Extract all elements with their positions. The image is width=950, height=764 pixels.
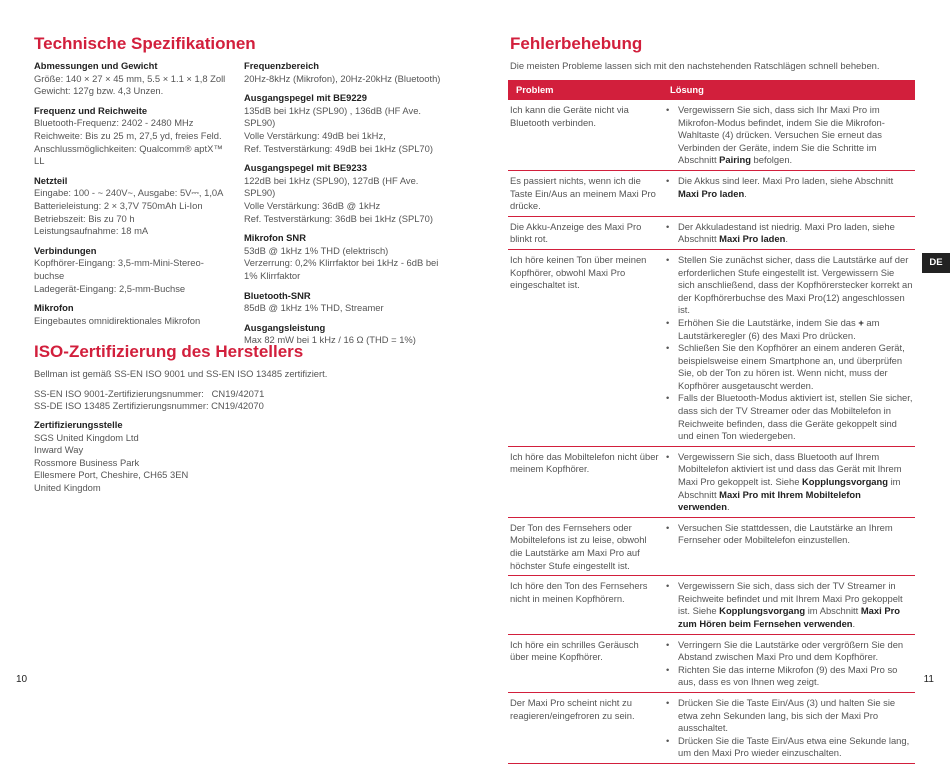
spec-line: Volle Verstärkung: 49dB bei 1kHz, xyxy=(244,129,386,141)
header-solution: Lösung xyxy=(662,80,915,100)
spec-section-title: Abmessungen und Gewicht xyxy=(34,60,158,71)
spec-line: Gewicht: 127g bzw. 4,3 Unzen. xyxy=(34,85,164,97)
solution-item: • Erhöhen Sie die Lautstärke, indem Sie das + am Lautstärkeregler (6) des Maxi Pro drücken. xyxy=(664,317,913,342)
solution-list xyxy=(664,522,913,547)
solution-list xyxy=(664,254,913,443)
iso-line: SS-DE ISO 13485 Zertifizierungsnummer: CN19/42070 xyxy=(34,400,264,412)
language-tab[interactable]: DE xyxy=(922,253,950,273)
problem-cell: Ich höre das Mobiltelefon nicht über meinem Kopfhörer. xyxy=(508,446,662,517)
header-problem: Problem xyxy=(508,80,662,100)
spec-line: Reichweite: Bis zu 25 m, 27,5 yd, freies Feld. xyxy=(34,129,222,141)
solution-item: • Die Akkus sind leer. Maxi Pro laden, siehe Abschnitt Maxi Pro laden. xyxy=(664,175,913,200)
spec-section xyxy=(34,302,234,327)
spec-section-title: Ausgangspegel mit BE9229 xyxy=(244,92,367,104)
solution-cell xyxy=(662,634,915,692)
spec-section-title: Ausgangsleistung xyxy=(244,321,326,333)
solution-cell xyxy=(662,517,915,575)
spec-section xyxy=(244,162,444,225)
spec-line: Verzerrung: 0,2% Klirrfaktor bei 1kHz - 6dB bei xyxy=(244,257,439,269)
solution-item: • Schließen Sie den Kopfhörer an einem anderen Gerät, beispielsweise einem Smartphone an, und überprüfen Sie, ob der Ton zu hören ist. Wenn nicht, muss der Kopfhörer ausgetauscht werden. xyxy=(664,342,913,392)
spec-section xyxy=(34,60,234,98)
problem-cell: Ich höre keinen Ton über meinen Kopfhörer, obwohl Maxi Pro eingeschaltet ist. xyxy=(508,249,662,446)
table-row xyxy=(508,216,915,249)
iso-block xyxy=(34,368,454,413)
solution-list xyxy=(664,580,913,630)
spec-section xyxy=(244,60,444,85)
spec-line: Eingabe: 100 - ~ 240V~, Ausgabe: 5V⎓, 1,0A xyxy=(34,187,224,199)
spec-section xyxy=(34,175,234,238)
table-row xyxy=(508,249,915,446)
problem-cell: Ich höre den Ton des Fernsehers nicht in meinen Kopfhörern. xyxy=(508,576,662,634)
solution-item: • Drücken Sie die Taste Ein/Aus etwa eine Sekunde lang, um den Maxi Pro wieder einzuschalten. xyxy=(664,735,913,760)
spec-line: Anschlussmöglichkeiten: Qualcomm® aptX™ LL xyxy=(34,142,223,167)
spec-line: 53dB @ 1kHz 1% THD (elektrisch) xyxy=(244,244,389,256)
spec-section xyxy=(244,290,444,315)
spec-section-title: Frequenzbereich xyxy=(244,60,320,71)
cert-line: United Kingdom xyxy=(34,481,101,493)
solution-item: • Der Akkuladestand ist niedrig. Maxi Pro laden, siehe Abschnitt Maxi Pro laden. xyxy=(664,221,913,246)
solution-cell xyxy=(662,100,915,170)
spec-section-title: Netzteil xyxy=(34,174,68,186)
spec-section-title: Mikrofon xyxy=(34,302,74,314)
certification-body xyxy=(34,419,334,495)
spec-line: Max 82 mW bei 1 kHz / 16 Ω (THD = 1%) xyxy=(244,334,416,346)
table-row xyxy=(508,692,915,763)
solution-list xyxy=(664,639,913,689)
spec-section xyxy=(244,92,444,155)
cert-line: Rossmore Business Park xyxy=(34,456,140,468)
spec-line: Eingebautes omnidirektionales Mikrofon xyxy=(34,314,201,326)
solution-cell xyxy=(662,576,915,634)
cert-line: Ellesmere Port, Cheshire, CH65 3EN xyxy=(34,469,189,481)
tech-specs-heading: Technische Spezifikationen xyxy=(34,34,256,53)
iso-intro: Bellman ist gemäß SS-EN ISO 9001 und SS-EN ISO 13485 zertifiziert. xyxy=(34,368,328,379)
spec-section xyxy=(34,245,234,295)
solution-list xyxy=(664,221,913,246)
problem-cell: Ich kann die Geräte nicht via Bluetooth verbinden. xyxy=(508,100,662,170)
spec-line: Bluetooth-Frequenz: 2402 - 2480 MHz xyxy=(34,117,194,129)
solution-item: • Stellen Sie zunächst sicher, dass die Lautstärke auf der erforderlichen Stufe eingestellt ist. Vergewissern Sie sich anschließend, dass der Kopfhörerstecker korrekt an der Kopfhörerbuchse des Maxi Pro(12) angeschlossen ist. xyxy=(664,254,913,317)
troubleshooting-table xyxy=(508,80,915,764)
spec-line: Ladegerät-Eingang: 2,5-mm-Buchse xyxy=(34,282,186,294)
table-row xyxy=(508,100,915,170)
problem-cell: Der Ton des Fernsehers oder Mobiltelefons ist zu leise, obwohl die Lautstärke am Maxi Pro auf höchster Stufe eingestellt ist. xyxy=(508,517,662,575)
solution-cell xyxy=(662,692,915,763)
spec-line: 20Hz-8kHz (Mikrofon), 20Hz-20kHz (Bluetooth) xyxy=(244,72,441,84)
solution-item: • Vergewissern Sie sich, dass Bluetooth auf Ihrem Mobiltelefon aktiviert ist und dass das Gerät mit Ihrem Maxi Pro gekoppelt ist. Siehe Kopplungsvorgang im Abschnitt Maxi Pro mit Ihrem Mobiltelefon verwenden. xyxy=(664,451,913,514)
spec-line: 135dB bei 1kHz (SPL90) , 136dB (HF Ave. SPL90) xyxy=(244,104,422,129)
solution-list xyxy=(664,175,913,200)
solution-list xyxy=(664,451,913,514)
specs-column-2 xyxy=(244,60,444,354)
table-row xyxy=(508,517,915,575)
spec-line: Betriebszeit: Bis zu 70 h xyxy=(34,212,135,224)
spec-line: Ref. Testverstärkung: 49dB bei 1kHz (SPL70) xyxy=(244,142,433,154)
left-page xyxy=(0,0,475,704)
spec-section-title: Mikrofon SNR xyxy=(244,232,306,244)
spec-section xyxy=(34,105,234,168)
spec-line: Ref. Testverstärkung: 36dB bei 1kHz (SPL70) xyxy=(244,212,433,224)
solution-cell xyxy=(662,216,915,249)
problem-cell: Die Akku-Anzeige des Maxi Pro blinkt rot. xyxy=(508,216,662,249)
solution-item: • Versuchen Sie stattdessen, die Lautstärke an Ihrem Fernseher oder Mobiltelefon einzustellen. xyxy=(664,522,913,547)
solution-list xyxy=(664,697,913,760)
cert-title: Zertifizierungsstelle xyxy=(34,419,123,430)
solution-cell xyxy=(662,249,915,446)
solution-cell xyxy=(662,446,915,517)
right-page xyxy=(475,0,950,759)
spec-section-title: Bluetooth-SNR xyxy=(244,289,311,301)
solution-list xyxy=(664,104,913,167)
problem-cell: Es passiert nichts, wenn ich die Taste Ein/Aus an meinem Maxi Pro drücke. xyxy=(508,170,662,216)
cert-line: SGS United Kingdom Ltd xyxy=(34,431,139,443)
cert-line: Inward Way xyxy=(34,444,84,456)
solution-item: • Richten Sie das interne Mikrofon (9) des Maxi Pro so aus, dass es von Ihnen weg zeigt. xyxy=(664,664,913,689)
troubleshooting-intro: Die meisten Probleme lassen sich mit den nachstehenden Ratschlägen schnell beheben. xyxy=(510,60,880,71)
spec-line: Leistungsaufnahme: 18 mA xyxy=(34,225,149,237)
page-number-left: 10 xyxy=(16,674,28,685)
problem-cell: Ich höre ein schrilles Geräusch über meine Kopfhörer. xyxy=(508,634,662,692)
problem-cell: Der Maxi Pro scheint nicht zu reagieren/eingefroren zu sein. xyxy=(508,692,662,763)
solution-item: • Drücken Sie die Taste Ein/Aus (3) und halten Sie sie etwa zehn Sekunden lang, bis sich der Maxi Pro ausschaltet. xyxy=(664,697,913,735)
solution-cell xyxy=(662,170,915,216)
spec-line: Batterieleistung: 2 × 3,7V 750mAh Li-Ion xyxy=(34,199,203,211)
spec-line: Größe: 140 × 27 × 45 mm, 5.5 × 1.1 × 1,8 Zoll xyxy=(34,72,226,84)
solution-item: • Vergewissern Sie sich, dass sich der TV Streamer in Reichweite befindet und mit Ihrem Maxi Pro gekoppelt ist. Siehe Kopplungsvorgang im Abschnitt Maxi Pro zum Hören beim Fernsehen verwenden. xyxy=(664,580,913,630)
spec-section-title: Verbindungen xyxy=(34,244,97,256)
specs-column-1 xyxy=(34,60,234,334)
solution-item: • Vergewissern Sie sich, dass sich Ihr Maxi Pro im Mikrofon-Modus befindet, indem Sie die Mikrofon-Wahltaste (4) drücken. Versuchen Sie erneut das Verbinden der Geräte, indem Sie die Schritte im Abschnitt Pairing befolgen. xyxy=(664,104,913,167)
spec-section xyxy=(244,232,444,282)
spec-line: 85dB @ 1kHz 1% THD, Streamer xyxy=(244,302,384,314)
table-header-row xyxy=(508,80,915,100)
spec-line: 122dB bei 1kHz (SPL90), 127dB (HF Ave. SPL90) xyxy=(244,174,419,199)
table-row xyxy=(508,170,915,216)
spec-line: 1% Klirrfaktor xyxy=(244,269,301,281)
page-number-right: 11 xyxy=(923,674,934,685)
solution-item: • Verringern Sie die Lautstärke oder vergrößern Sie den Abstand zwischen Maxi Pro und dem Kopfhörer. xyxy=(664,639,913,664)
table-row xyxy=(508,634,915,692)
iso-heading: ISO-Zertifizierung des Herstellers xyxy=(34,342,304,361)
table-row xyxy=(508,576,915,634)
spec-line: Kopfhörer-Eingang: 3,5-mm-Mini-Stereo- xyxy=(34,257,204,269)
troubleshooting-heading: Fehlerbehebung xyxy=(510,34,643,53)
solution-item: • Falls der Bluetooth-Modus aktiviert ist, stellen Sie sicher, dass sich der TV Streamer oder das Mobiltelefon in Reichweite befinden, dass die Geräte gekoppelt sind und einen Ton wiedergeben. xyxy=(664,392,913,442)
spec-line: Volle Verstärkung: 36dB @ 1kHz xyxy=(244,199,381,211)
spec-section-title: Ausgangspegel mit BE9233 xyxy=(244,162,367,174)
table-row xyxy=(508,446,915,517)
spec-section-title: Frequenz und Reichweite xyxy=(34,104,148,116)
spec-line: buchse xyxy=(34,269,65,281)
iso-line: SS-EN ISO 9001-Zertifizierungsnummer: CN19/42071 xyxy=(34,387,265,399)
